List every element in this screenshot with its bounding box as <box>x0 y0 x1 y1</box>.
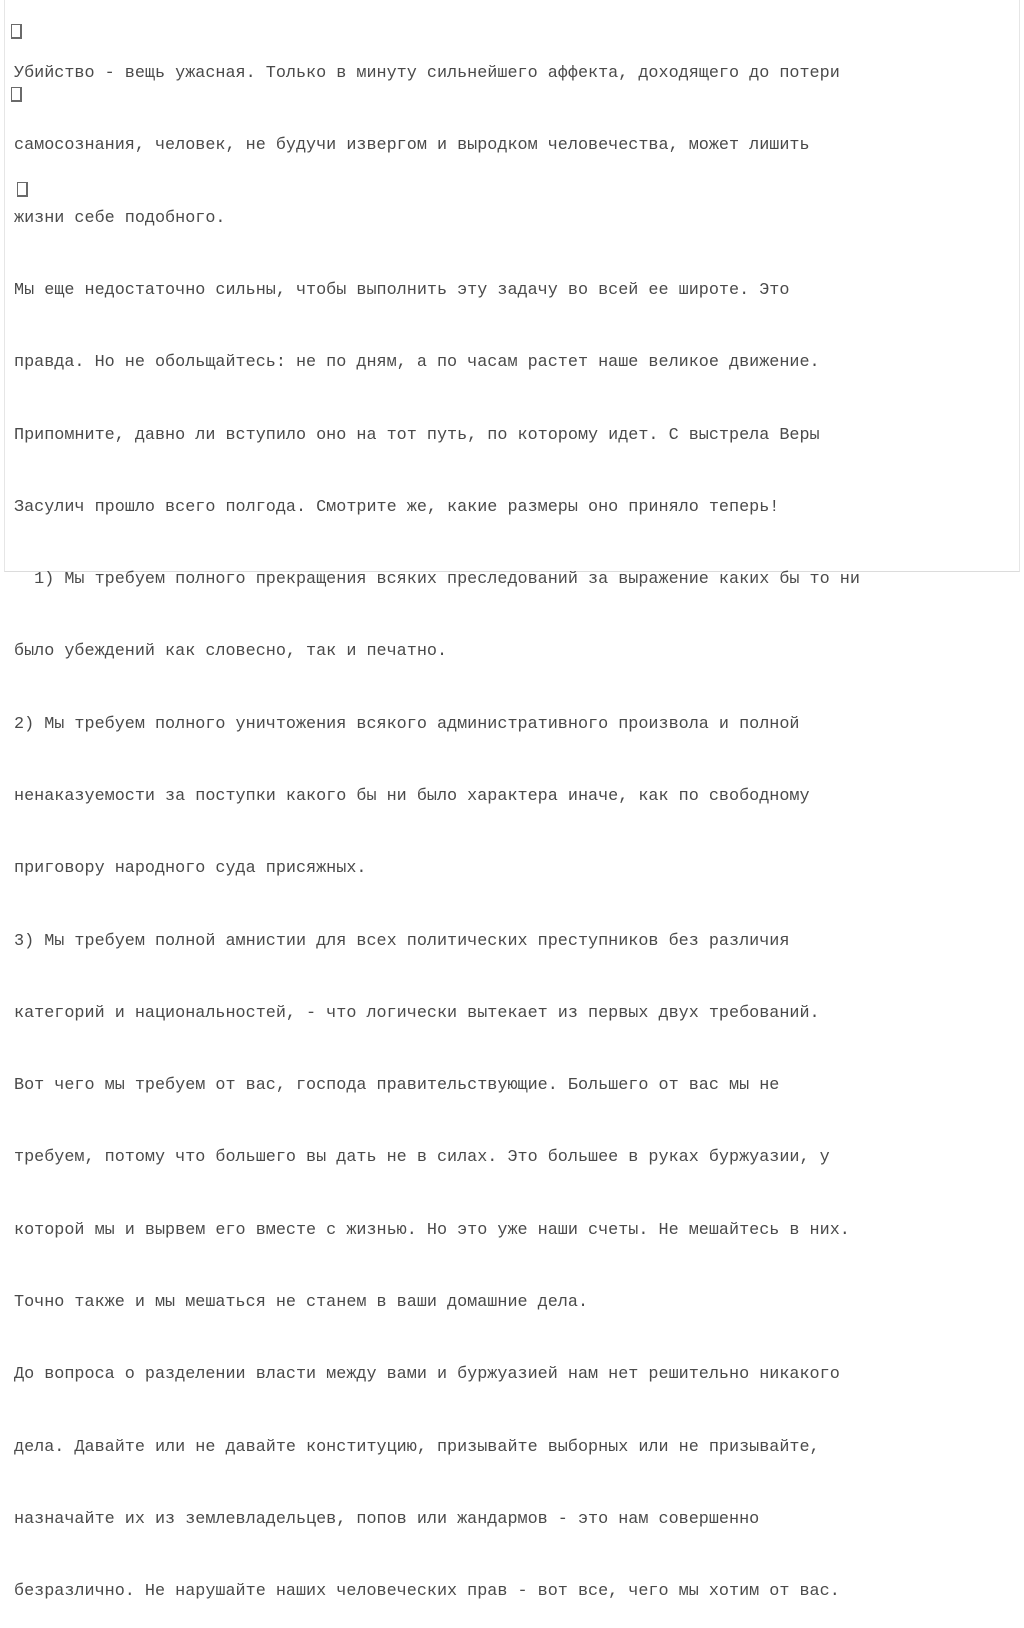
text-line: требуем, потому что большего вы дать не в силах. Это большее в руках буржуазии, у <box>14 1148 830 1168</box>
text-line: безразлично. Не нарушайте наших человеческих прав - вот все, чего мы хотим от вас. <box>14 1582 840 1602</box>
text-line: приговору народного суда присяжных. <box>14 859 367 879</box>
text-line: ненаказуемости за поступки какого бы ни было характера иначе, как по свободному <box>14 787 810 806</box>
text-line: дела. Давайте или не давайте конституцию, призывайте выборных или не призывайте, <box>14 1437 820 1457</box>
document-text <box>14 14 1020 1628</box>
text-line: правда. Но не обольщайтесь: не по дням, а по часам растет наше великое движение. <box>14 353 820 373</box>
text-line: категорий и национальностей, - что логически вытекает из первых двух требований. <box>14 1003 820 1023</box>
text-line: 2) Мы требуем полного уничтожения всякого административного произвола и полной <box>14 714 800 734</box>
text-line: самосознания, человек, не будучи извергом и выродком человечества, может лишить <box>14 136 810 156</box>
text-line: которой мы и вырвем его вместе с жизнью. Но это уже наши счеты. Не мешайтесь в них. <box>14 1220 850 1240</box>
text-line: Точно также и мы мешаться не станем в ваши домашние дела. <box>14 1292 589 1312</box>
text-line: назначайте их из землевладельцев, попов или жандармов - это нам совершенно <box>14 1509 760 1529</box>
text-line: Вот чего мы требуем от вас, господа правительствующие. Большего от вас мы не <box>14 1076 780 1096</box>
text-line: было убеждений как словесно, так и печатно. <box>14 642 448 662</box>
text-line: Засулич прошло всего полгода. Смотрите же, какие размеры оно приняло теперь! <box>14 497 780 517</box>
text-line: жизни себе подобного. <box>14 208 226 228</box>
text-line: Мы еще недостаточно сильны, чтобы выполнить эту задачу во всей ее широте. Это <box>14 281 790 301</box>
text-line: 1) Мы требуем полного прекращения всяких преследований за выражение каких бы то ни <box>14 570 860 590</box>
text-line: 3) Мы требуем полной амнистии для всех политических преступников без различия <box>14 931 790 951</box>
text-line: Припомните, давно ли вступило оно на тот путь, по которому идет. С выстрела Веры <box>14 425 820 445</box>
text-line: До вопроса о разделении власти между вами и буржуазией нам нет решительно никакого <box>14 1365 840 1385</box>
text-line: Убийство - вещь ужасная. Только в минуту сильнейшего аффекта, доходящего до потери <box>14 64 840 84</box>
